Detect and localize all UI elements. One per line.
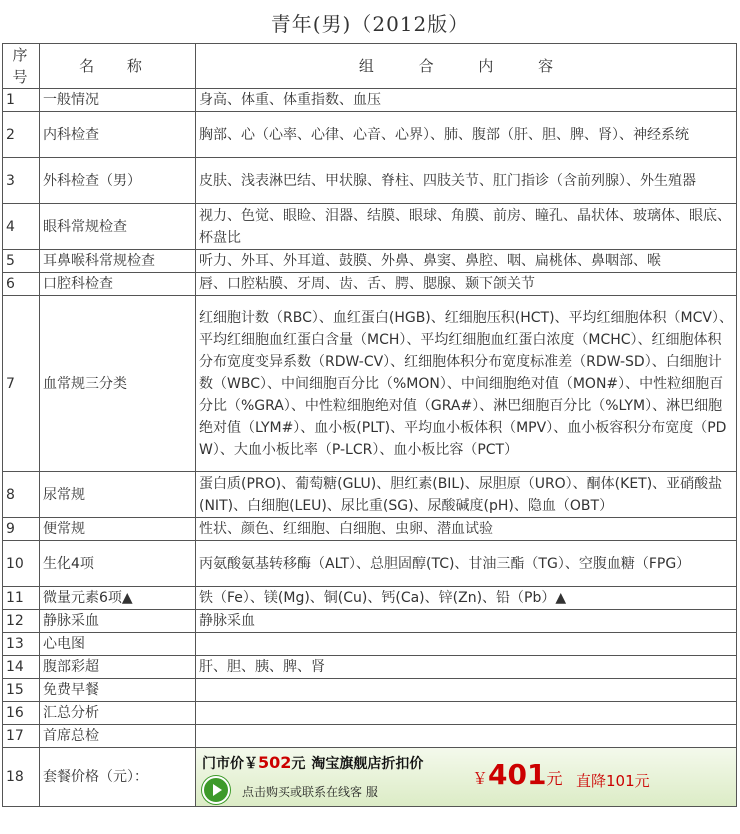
table-row [3, 702, 737, 725]
table-row [3, 679, 737, 702]
row-content [196, 679, 737, 702]
row-content: 唇、口腔粘膜、牙周、齿、舌、腭、腮腺、颞下颌关节 [196, 273, 737, 296]
table-row [3, 158, 737, 204]
row-content: 静脉采血 [196, 610, 737, 633]
row-content: 红细胞计数（RBC）、血红蛋白(HGB)、红细胞压积(HCT)、平均红细胞体积（MCV）、平均红细胞血红蛋白含量（MCH）、平均红细胞血红蛋白浓度（MCHC）、红细胞体积分布宽度变异系数（RDW-CV）、红细胞体积分布宽度标准差（RDW-SD）、白细胞计数（WBC）、中间细胞百分比（%MON）、中间细胞绝对值（MON#）、中性粒细胞百分比（%GRA）、中性粒细胞绝对值（GRA#）、淋巴细胞百分比（%LYM）、淋巴细胞绝对值（LYM#）、血小板(PLT)、平均血小板体积（MPV）、血小板容积分布宽度（PDW）、大血小板比率（P-LCR）、血小板比容（PCT） [196, 296, 737, 472]
row-content [196, 702, 737, 725]
price-box [196, 748, 736, 806]
row-no: 8 [3, 472, 40, 518]
row-content [196, 725, 737, 748]
table-row [3, 89, 737, 112]
store-discount-label: 淘宝旗舰店折扣价 [311, 756, 424, 772]
header-no: 序号 [3, 44, 40, 89]
row-name: 内科检查 [40, 112, 196, 158]
row-name: 汇总分析 [40, 702, 196, 725]
buy-link[interactable]: 点击购买或联系在线客 服 [242, 785, 378, 799]
header-content: 组 合 内 容 [196, 44, 737, 89]
row-no: 10 [3, 541, 40, 587]
row-name: 生化4项 [40, 541, 196, 587]
original-price-prefix: 门市价￥ [202, 756, 258, 772]
row-name: 微量元素6项▲ [40, 587, 196, 610]
row-content: 皮肤、浅表淋巴结、甲状腺、脊柱、四肢关节、肛门指诊（含前列腺）、外生殖器 [196, 158, 737, 204]
row-no: 15 [3, 679, 40, 702]
price-label: 套餐价格（元）： [40, 748, 196, 807]
row-content: 蛋白质(PRO)、葡萄糖(GLU)、胆红素(BIL)、尿胆原（URO）、酮体(KET)、亚硝酸盐(NIT)、白细胞(LEU)、尿比重(SG)、尿酸碱度(pH)、隐血（OBT） [196, 472, 737, 518]
row-content: 性状、颜色、红细胞、白细胞、虫卵、潜血试验 [196, 518, 737, 541]
price-banner [196, 748, 737, 807]
row-no: 17 [3, 725, 40, 748]
row-no: 2 [3, 112, 40, 158]
row-content: 丙氨酸氨基转移酶（ALT）、总胆固醇(TC)、甘油三酯（TG）、空腹血糖（FPG） [196, 541, 737, 587]
row-name: 首席总检 [40, 725, 196, 748]
original-price: 502 [258, 753, 292, 772]
table-row [3, 541, 737, 587]
row-no: 5 [3, 250, 40, 273]
table-row [3, 112, 737, 158]
table-row [3, 656, 737, 679]
table-body [3, 89, 737, 807]
table-header-row [3, 44, 737, 89]
table-row [3, 610, 737, 633]
row-name: 腹部彩超 [40, 656, 196, 679]
row-no: 9 [3, 518, 40, 541]
row-no: 11 [3, 587, 40, 610]
table-row [3, 587, 737, 610]
price-row [3, 748, 737, 807]
row-name: 免费早餐 [40, 679, 196, 702]
row-name: 尿常规 [40, 472, 196, 518]
package-table [2, 43, 737, 807]
row-name: 静脉采血 [40, 610, 196, 633]
row-no: 18 [3, 748, 40, 807]
row-content: 身高、体重、体重指数、血压 [196, 89, 737, 112]
row-content: 铁（Fe）、镁(Mg)、铜(Cu)、钙(Ca)、锌(Zn)、铅（Pb）▲ [196, 587, 737, 610]
table-row [3, 296, 737, 472]
table-row [3, 204, 737, 250]
table-row [3, 273, 737, 296]
row-name: 耳鼻喉科常规检查 [40, 250, 196, 273]
table-row [3, 250, 737, 273]
row-content: 听力、外耳、外耳道、鼓膜、外鼻、鼻窦、鼻腔、咽、扁桃体、鼻咽部、喉 [196, 250, 737, 273]
row-name: 眼科常规检查 [40, 204, 196, 250]
row-content [196, 633, 737, 656]
row-no: 6 [3, 273, 40, 296]
row-name: 一般情况 [40, 89, 196, 112]
row-name: 外科检查（男） [40, 158, 196, 204]
row-no: 3 [3, 158, 40, 204]
play-icon[interactable] [202, 776, 230, 804]
deal-price-value: 401 [488, 758, 547, 791]
row-no: 16 [3, 702, 40, 725]
row-no: 13 [3, 633, 40, 656]
table-row [3, 472, 737, 518]
table-row [3, 518, 737, 541]
page-title: 青年(男)（2012版） [270, 12, 470, 36]
deal-price-unit: 元 [546, 769, 563, 788]
row-content: 视力、色觉、眼睑、泪器、结膜、眼球、角膜、前房、瞳孔、晶状体、玻璃体、眼底、杯盘比 [196, 204, 737, 250]
deal-price [472, 758, 563, 791]
price-cut-text: 直降101元 [576, 772, 650, 790]
row-name: 血常规三分类 [40, 296, 196, 472]
row-content: 胸部、心（心率、心律、心音、心界）、肺、腹部（肝、胆、脾、肾）、神经系统 [196, 112, 737, 158]
deal-currency: ￥ [472, 769, 489, 788]
row-name: 便常规 [40, 518, 196, 541]
row-no: 12 [3, 610, 40, 633]
table-row [3, 725, 737, 748]
row-no: 14 [3, 656, 40, 679]
original-price-line [202, 752, 423, 775]
header-name: 名 称 [40, 44, 196, 89]
row-no: 1 [3, 89, 40, 112]
row-no: 4 [3, 204, 40, 250]
row-name: 心电图 [40, 633, 196, 656]
original-price-unit: 元 [291, 756, 306, 772]
row-name: 口腔科检查 [40, 273, 196, 296]
row-no: 7 [3, 296, 40, 472]
table-row [3, 633, 737, 656]
row-content: 肝、胆、胰、脾、肾 [196, 656, 737, 679]
